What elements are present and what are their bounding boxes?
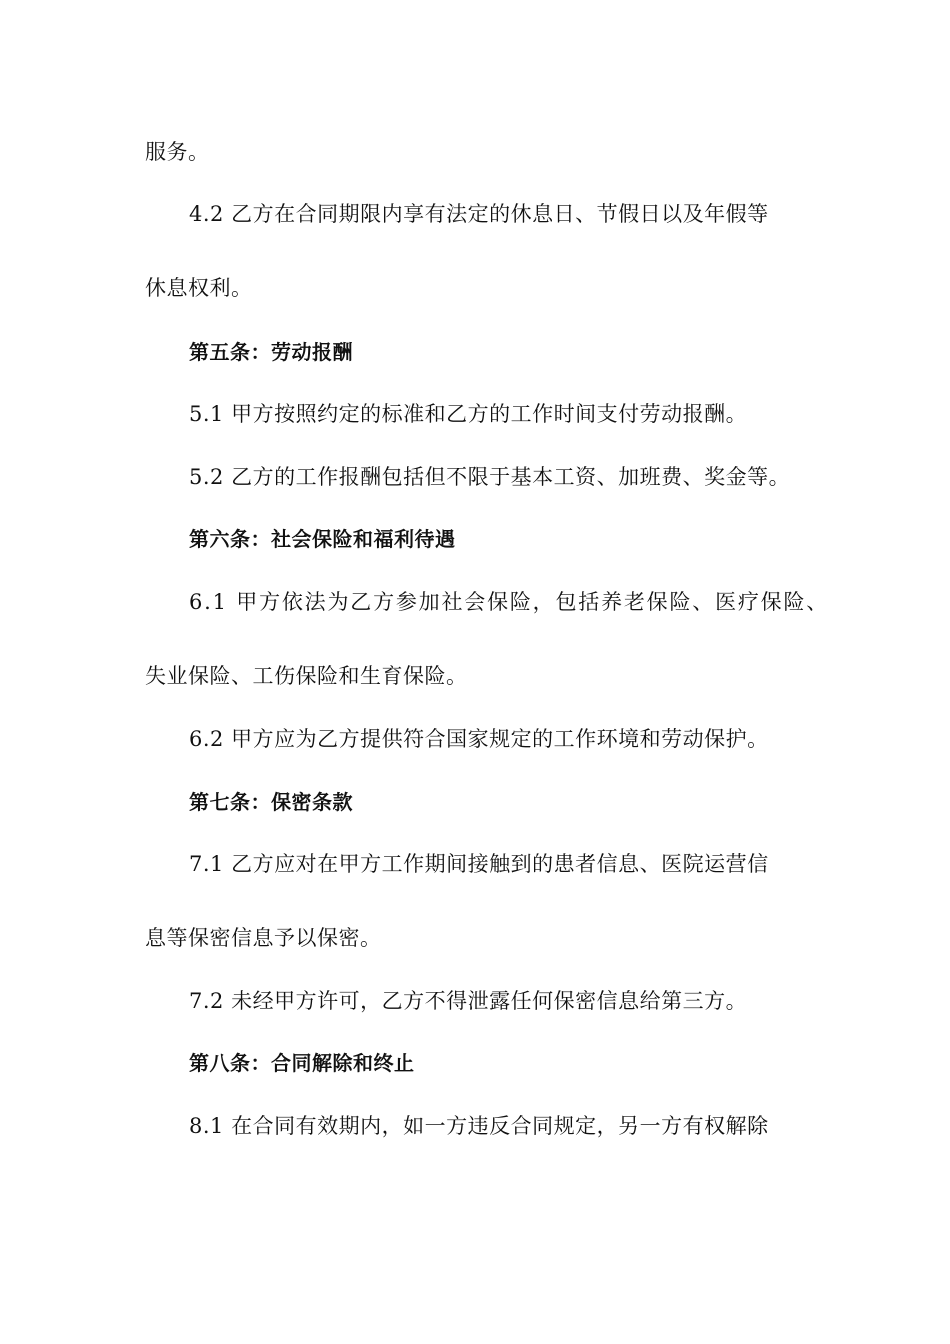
- clause-7-2: 7.2 未经甲方许可，乙方不得泄露任何保密信息给第三方。: [189, 989, 748, 1013]
- clause-8-1: 8.1 在合同有效期内，如一方违反合同规定，另一方有权解除: [189, 1114, 769, 1138]
- clause-4-2-continuation: 休息权利。: [145, 276, 253, 300]
- article-5-heading: 第五条：劳动报酬: [189, 340, 353, 364]
- article-6-heading: 第六条：社会保险和福利待遇: [189, 527, 456, 551]
- clause-5-1: 5.1 甲方按照约定的标准和乙方的工作时间支付劳动报酬。: [189, 402, 748, 426]
- clause-7-1: 7.1 乙方应对在甲方工作期间接触到的患者信息、医院运营信: [189, 852, 769, 876]
- clause-7-1-continuation: 息等保密信息予以保密。: [145, 926, 382, 950]
- clause-6-1-continuation: 失业保险、工伤保险和生育保险。: [145, 664, 468, 688]
- article-7-heading: 第七条：保密条款: [189, 790, 353, 814]
- clause-5-2: 5.2 乙方的工作报酬包括但不限于基本工资、加班费、奖金等。: [189, 465, 791, 489]
- clause-4-2: 4.2 乙方在合同期限内享有法定的休息日、节假日以及年假等: [189, 202, 769, 226]
- paragraph-continuation: 服务。: [145, 140, 210, 164]
- article-8-heading: 第八条：合同解除和终止: [189, 1051, 415, 1075]
- clause-6-1: 6.1 甲方依法为乙方参加社会保险，包括养老保险、医疗保险、: [189, 590, 830, 614]
- clause-6-2: 6.2 甲方应为乙方提供符合国家规定的工作环境和劳动保护。: [189, 727, 769, 751]
